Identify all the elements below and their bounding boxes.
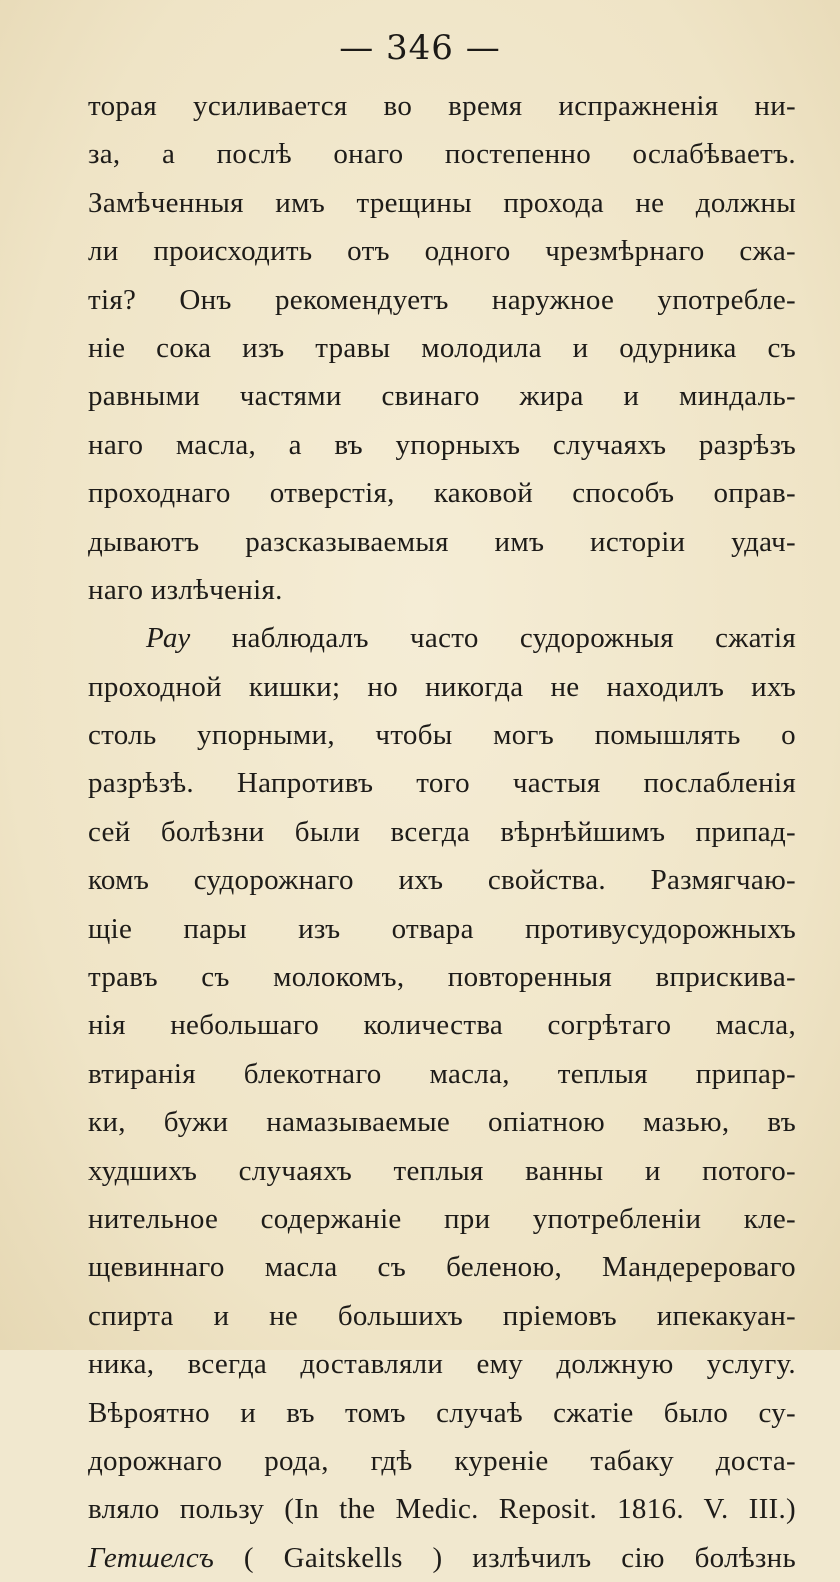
text-line: за, а послѣ онаго постепенно ослабѣваетъ. <box>88 138 796 171</box>
text-line: наго масла, а въ упорныхъ случаяхъ разрѣзъ <box>88 428 796 461</box>
text-line: щіе пары изъ отвара противусудорожныхъ <box>88 912 796 945</box>
text-line: разрѣзѣ. Напротивъ того частыя послабленія <box>88 767 796 800</box>
text-line-segment: ( Gaitskells ) излѣчилъ сію болѣзнь <box>243 1541 796 1574</box>
text-line: ника, всегда доставляли ему должную услугу. <box>88 1348 796 1381</box>
body-text <box>88 82 796 1582</box>
text-line: вляло пользу (In the Medic. Reposit. 1816. V. III.) <box>88 1493 796 1526</box>
text-line: нительное содержаніе при употребленіи кле- <box>88 1202 796 1235</box>
text-line: наго излѣченія. <box>88 573 283 606</box>
text-line: ли происходить отъ одного чрезмѣрнаго сжа- <box>88 235 796 268</box>
text-line-segment: наблюдалъ часто судорожныя сжатія <box>231 622 796 655</box>
author-name-rau: Рау <box>146 622 191 655</box>
text-line: ки, бужи намазываемые опіатною мазью, въ <box>88 1106 796 1139</box>
text-line: худшихъ случаяхъ теплыя ванны и потого- <box>88 1154 796 1187</box>
text-line: комъ судорожнаго ихъ свойства. Размягчаю- <box>88 864 796 897</box>
text-line: щевиннаго масла съ беленою, Мандерероваго <box>88 1251 796 1284</box>
text-line: Вѣроятно и въ томъ случаѣ сжатіе было су- <box>88 1396 796 1429</box>
text-line: спирта и не большихъ пріемовъ ипекакуан- <box>88 1299 796 1332</box>
page-number: — 346 — <box>339 28 501 68</box>
text-line: торая усиливается во время испражненія ни- <box>88 90 796 122</box>
text-line: проходной кишки; но никогда не находилъ ихъ <box>88 670 796 703</box>
text-line: сей болѣзни были всегда вѣрнѣйшимъ припад- <box>88 815 796 848</box>
text-line: равными частями свинаго жира и миндаль- <box>88 380 796 413</box>
text-line-with-name <box>88 614 796 662</box>
text-line: тія? Онъ рекомендуетъ наружное употребле- <box>88 283 796 316</box>
text-line: нія небольшаго количества согрѣтаго масла, <box>88 1009 796 1042</box>
text-line: ніе сока изъ травы молодила и одурника съ <box>88 331 796 364</box>
text-line: проходнаго отверстія, каковой способъ оправ- <box>88 477 796 510</box>
text-line: дываютъ разсказываемыя имъ исторіи удач- <box>88 525 796 558</box>
text-line: втиранія блекотнаго масла, теплыя припар- <box>88 1057 796 1090</box>
text-line-with-name <box>88 1534 796 1582</box>
text-line: травъ съ молокомъ, повторенныя вприскива- <box>88 961 796 994</box>
text-line: Замѣченныя имъ трещины прохода не должны <box>88 186 796 219</box>
text-line: столь упорными, чтобы могъ помышлять о <box>88 719 796 752</box>
text-line: дорожнаго рода, гдѣ куреніе табаку доста- <box>88 1444 796 1477</box>
author-name-getshels: Гетшелсъ <box>88 1541 215 1574</box>
